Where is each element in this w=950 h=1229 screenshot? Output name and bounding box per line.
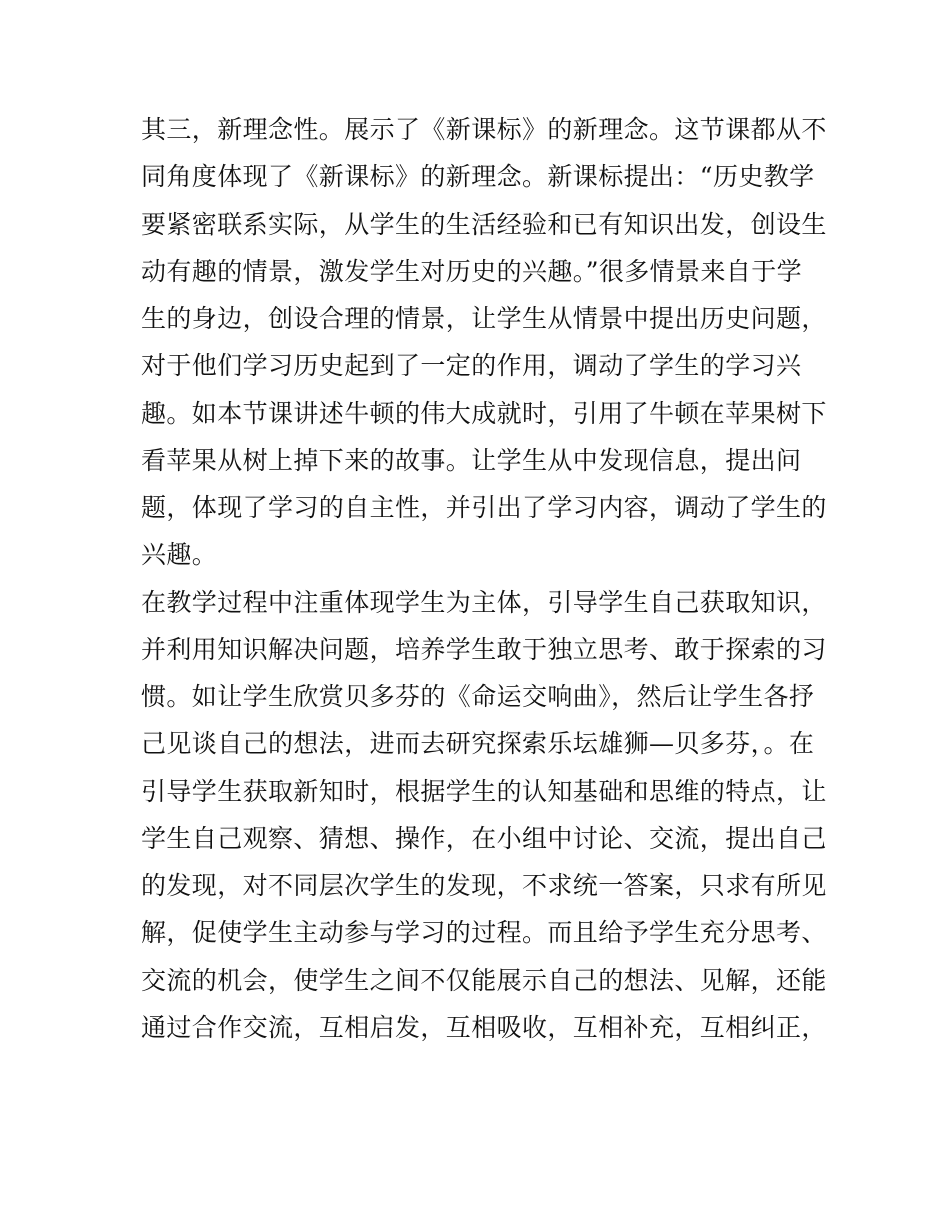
text-line: 交流的机会，使学生之间不仅能展示自己的想法、见解，还能 bbox=[141, 965, 827, 995]
text-line: 要紧密联系实际，从学生的生活经验和已有知识出发，创设生 bbox=[141, 209, 827, 239]
text-line: 兴趣。 bbox=[141, 540, 218, 570]
text-line: 动有趣的情景，激发学生对历史的兴趣。”很多情景来自于学 bbox=[141, 256, 803, 286]
text-line: 对于他们学习历史起到了一定的作用，调动了学生的学习兴 bbox=[141, 351, 802, 381]
text-line: 并利用知识解决问题，培养学生敢于独立思考、敢于探索的习 bbox=[141, 634, 827, 664]
text-line: 解，促使学生主动参与学习的过程。而且给予学生充分思考、 bbox=[141, 918, 827, 948]
text-line: 惯。如让学生欣赏贝多芬的《命运交响曲》，然后让学生各抒 bbox=[141, 682, 815, 711]
text-line: 同角度体现了《新课标》的新理念。新课标提出：“历史教学 bbox=[141, 162, 815, 192]
text-line: 看苹果从树上掉下来的故事。让学生从中发现信息，提出问 bbox=[141, 445, 802, 475]
text-line: 通过合作交流，互相启发，互相吸收，互相补充，互相纠正， bbox=[141, 1012, 827, 1042]
paragraph-1 bbox=[141, 106, 827, 579]
text-line: 学生自己观察、猜想、操作，在小组中讨论、交流，提出自己 bbox=[141, 823, 827, 853]
text-line: 其三，新理念性。展示了《新课标》的新理念。这节课都从不 bbox=[141, 115, 827, 144]
text-line: 在教学过程中注重体现学生为主体，引导学生自己获取知识， bbox=[141, 587, 827, 617]
text-line: 趣。如本节课讲述牛顿的伟大成就时，引用了牛顿在苹果树下 bbox=[141, 398, 827, 428]
text-line: 己见谈自己的想法，进而去研究探索乐坛雄狮—贝多芬，。在 bbox=[141, 729, 815, 759]
document-body bbox=[141, 106, 827, 1051]
text-line: 题，体现了学习的自主性，并引出了学习内容，调动了学生的 bbox=[141, 493, 827, 522]
paragraph-2 bbox=[141, 579, 827, 1052]
text-line: 引导学生获取新知时，根据学生的认知基础和思维的特点，让 bbox=[141, 776, 827, 806]
text-line: 生的身边，创设合理的情景，让学生从情景中提出历史问题， bbox=[141, 304, 827, 333]
text-line: 的发现，对不同层次学生的发现，不求统一答案，只求有所见 bbox=[141, 871, 827, 900]
